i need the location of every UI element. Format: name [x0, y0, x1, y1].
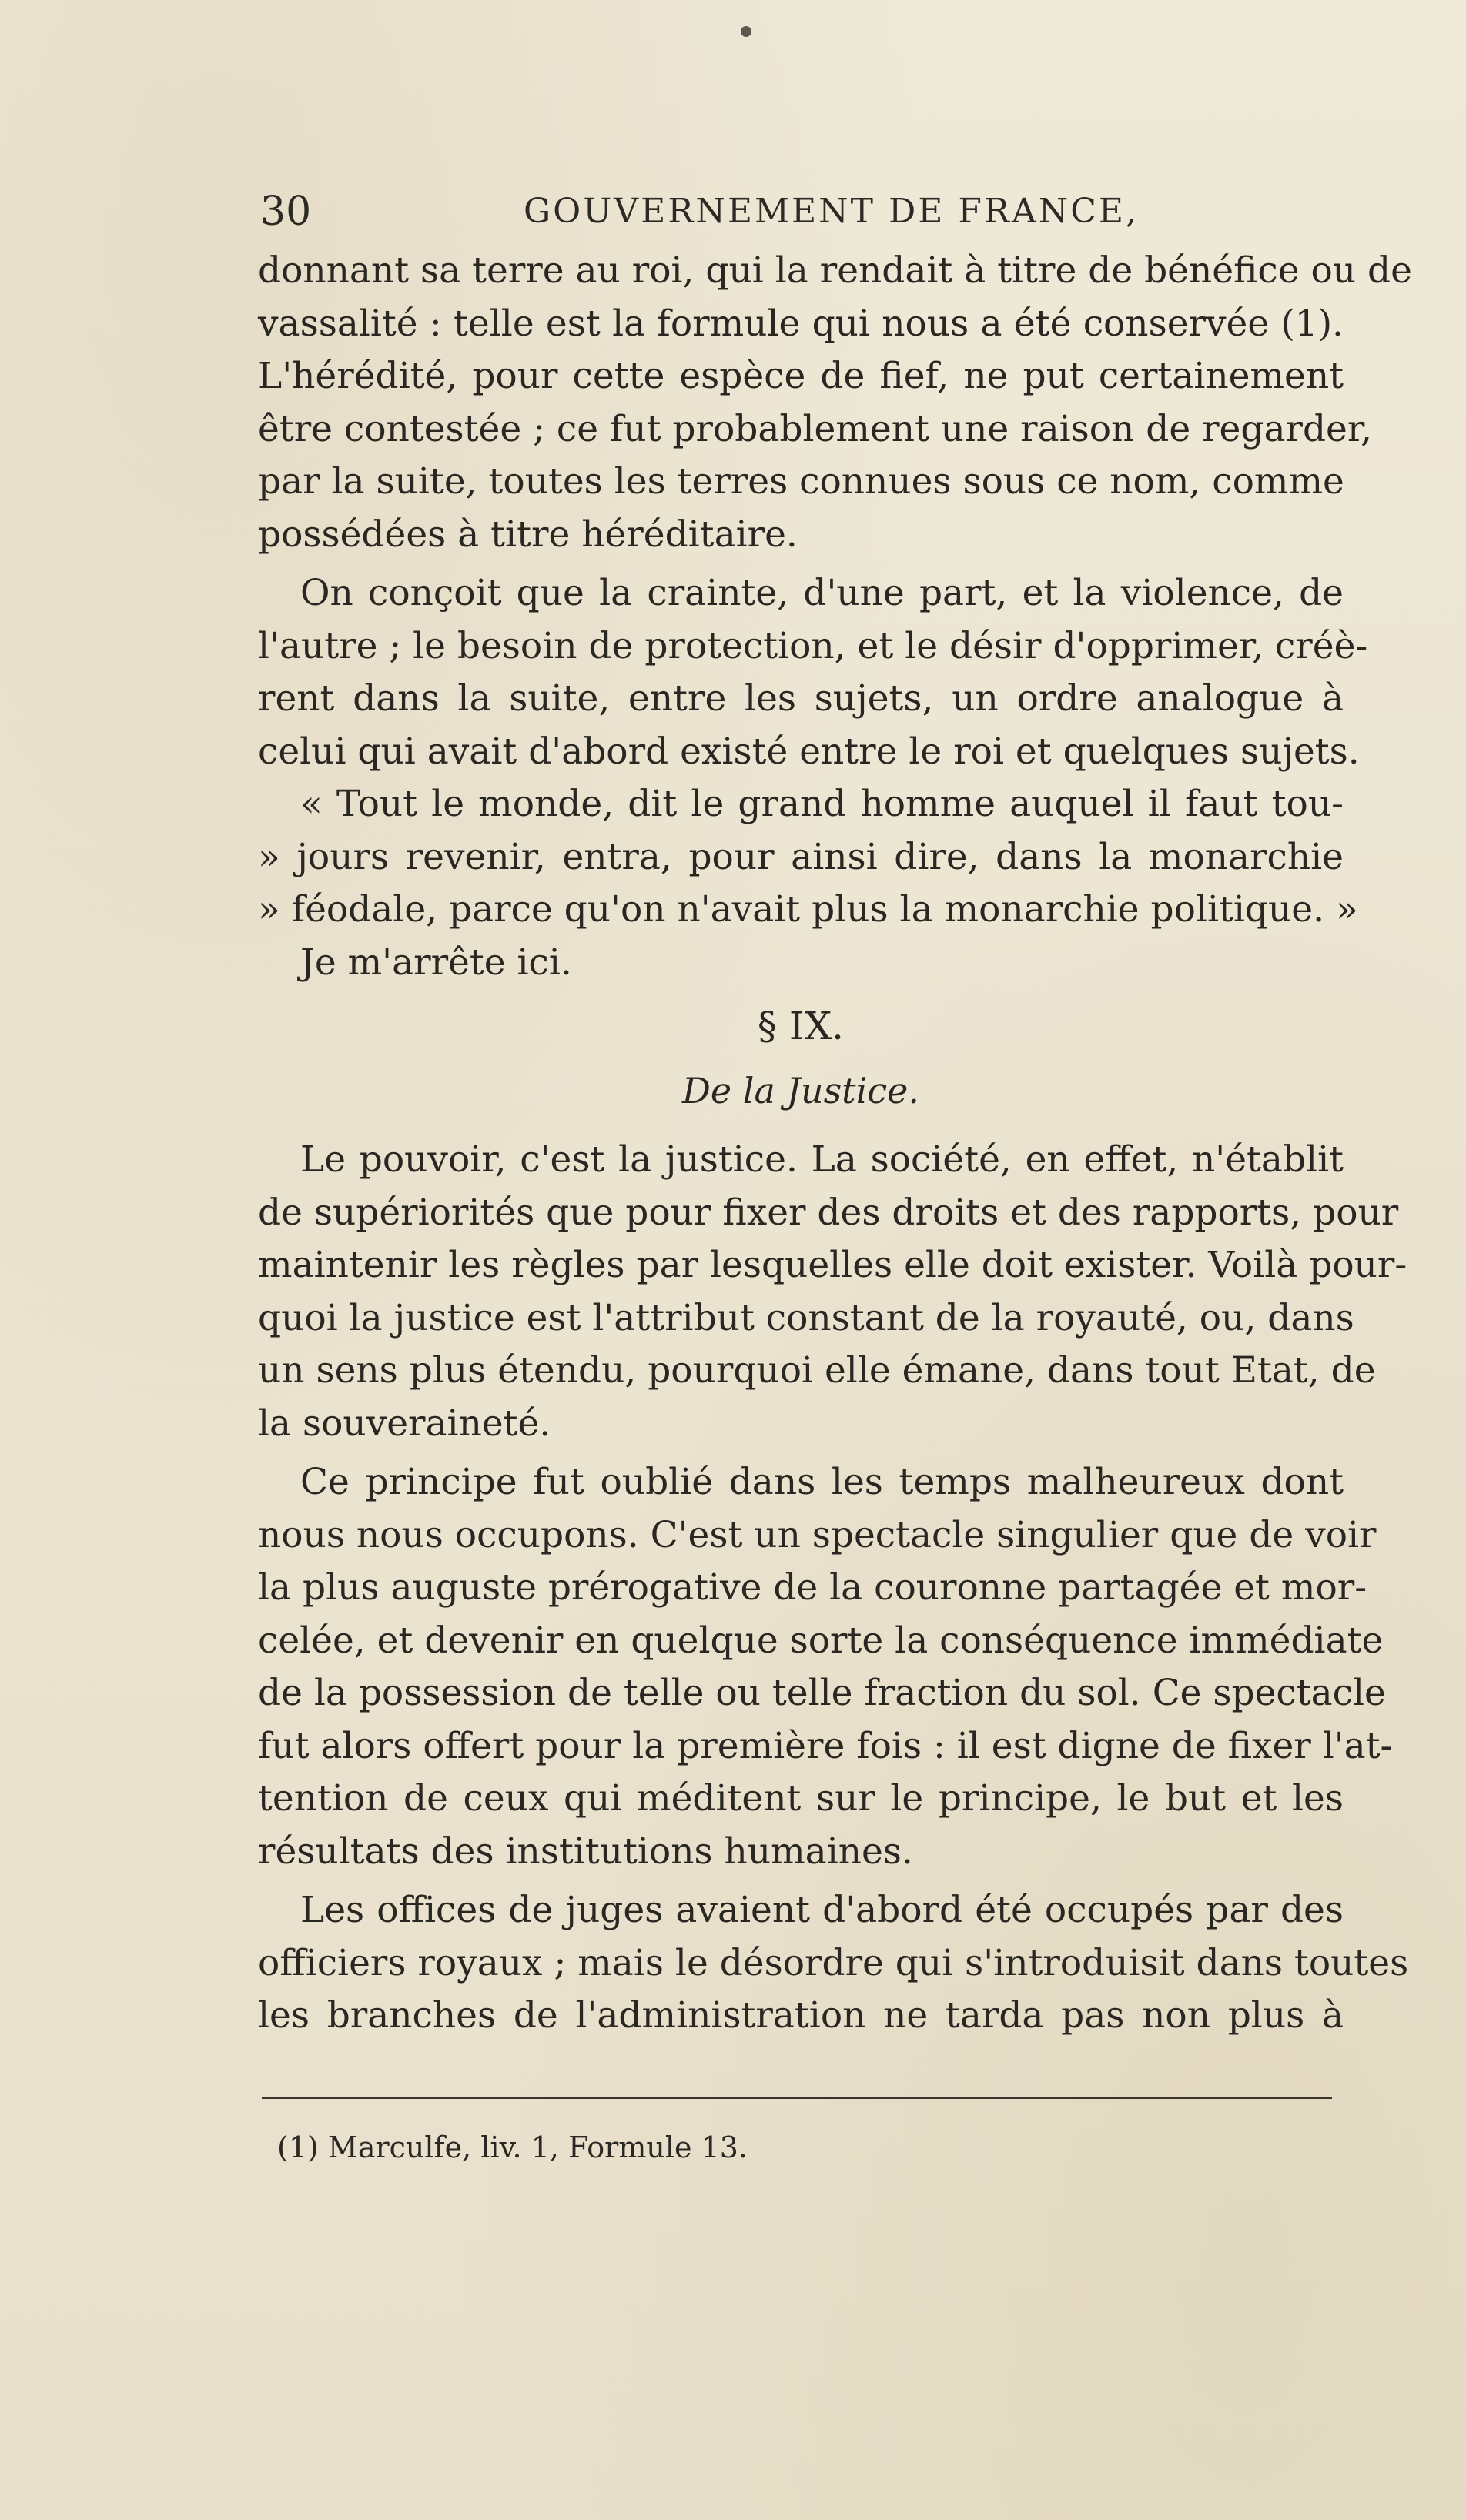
paragraph [258, 567, 1368, 778]
text-line: donnant sa terre au roi, qui la rendait à titre de bénéfice ou de [258, 249, 1412, 292]
text-line: On conçoit que la crainte, d'une part, et la violence, de [300, 572, 1344, 614]
body-text [258, 245, 1412, 2043]
text-line: les branches de l'administration ne tarda pas non plus à [258, 1994, 1344, 2037]
text-line: être contestée ; ce fut probablement une raison de regarder, [258, 407, 1373, 450]
text-line: quoi la justice est l'attribut constant de la royauté, ou, dans [258, 1296, 1354, 1339]
text-line: officiers royaux ; mais le désordre qui s'introduisit dans toutes [258, 1941, 1409, 1984]
text-line: celée, et devenir en quelque sorte la conséquence immédiate [258, 1619, 1384, 1662]
text-line: de la possession de telle ou telle fraction du sol. Ce spectacle [258, 1672, 1386, 1714]
ink-dot [741, 26, 751, 37]
section-title: De la Justice. [682, 1070, 919, 1111]
page-number: 30 [260, 189, 312, 235]
text-line: Le pouvoir, c'est la justice. La société, en effet, n'établit [300, 1138, 1344, 1181]
text-line: la plus auguste prérogative de la couronne partagée et mor- [258, 1566, 1367, 1609]
text-line: un sens plus étendu, pourquoi elle émane, dans tout Etat, de [258, 1349, 1376, 1392]
paragraph [258, 245, 1412, 561]
paragraph [258, 937, 1344, 990]
text-line: résultats des institutions humaines. [258, 1830, 913, 1873]
text-line: rent dans la suite, entre les sujets, un ordre analogue à [258, 677, 1344, 720]
text-line: celui qui avait d'abord existé entre le roi et quelques sujets. [258, 730, 1360, 773]
footnote: (1) Marculfe, liv. 1, Formule 13. [277, 2131, 748, 2164]
text-line: maintenir les règles par lesquelles elle doit exister. Voilà pour- [258, 1244, 1407, 1286]
running-head [260, 181, 1330, 242]
text-line: L'hérédité, pour cette espèce de fief, ne put certainement [258, 355, 1344, 397]
section-number: § IX. [757, 1004, 845, 1048]
text-line: » jours revenir, entra, pour ainsi dire, dans la monarchie [258, 835, 1344, 878]
text-line: vassalité : telle est la formule qui nous a été conservée (1). [258, 302, 1344, 345]
running-title: GOUVERNEMENT DE FRANCE, [524, 192, 1140, 231]
text-line: la souveraineté. [258, 1402, 551, 1445]
paragraph [258, 1884, 1409, 2043]
text-line: « Tout le monde, dit le grand homme auquel il faut tou- [300, 783, 1344, 825]
paragraph [258, 1456, 1393, 1878]
quotation [258, 778, 1358, 937]
text-line: de supériorités que pour fixer des droits et des rapports, pour [258, 1191, 1399, 1234]
text-line: Les offices de juges avaient d'abord été occupés par des [300, 1889, 1344, 1931]
text-line: Je m'arrête ici. [300, 941, 572, 984]
text-line: tention de ceux qui méditent sur le principe, le but et les [258, 1777, 1344, 1820]
text-line: Ce principe fut oublié dans les temps malheureux dont [300, 1461, 1344, 1503]
text-line: possédées à titre héréditaire. [258, 513, 798, 556]
text-line: l'autre ; le besoin de protection, et le désir d'opprimer, créè- [258, 624, 1368, 667]
paragraph [258, 1134, 1407, 1450]
text-line: » féodale, parce qu'on n'avait plus la monarchie politique. » [258, 888, 1358, 931]
text-line: nous nous occupons. C'est un spectacle singulier que de voir [258, 1513, 1377, 1556]
footnote-rule [262, 2097, 1332, 2099]
text-line: fut alors offert pour la première fois : il est digne de fixer l'at- [258, 1724, 1393, 1767]
text-line: par la suite, toutes les terres connues sous ce nom, comme [258, 460, 1344, 503]
